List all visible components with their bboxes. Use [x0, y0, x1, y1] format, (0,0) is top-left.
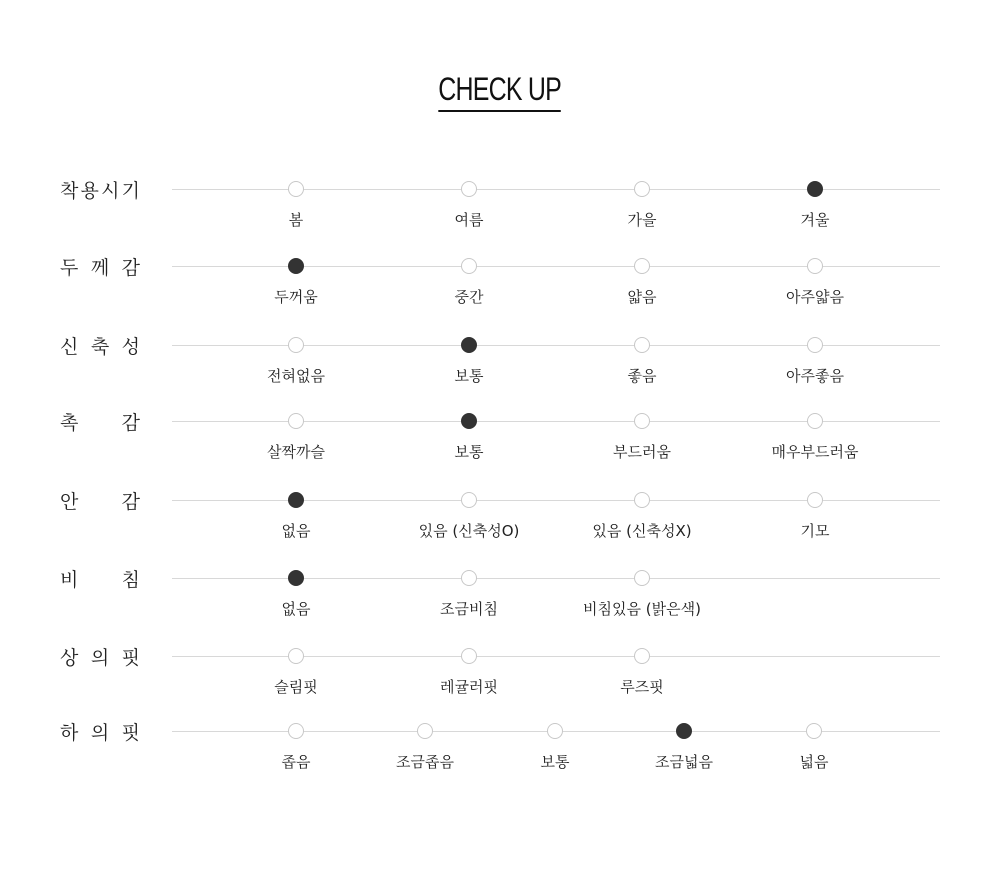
option-label: 전혀없음 [267, 367, 325, 385]
option-radio[interactable] [461, 258, 477, 274]
option-radio[interactable] [288, 337, 304, 353]
option-radio[interactable] [417, 723, 433, 739]
row-top-fit [0, 646, 1000, 716]
option-radio[interactable] [461, 181, 477, 197]
option-label: 기모 [800, 522, 830, 540]
option-label: 두꺼움 [274, 288, 318, 306]
option-radio-selected[interactable] [807, 181, 823, 197]
option-radio[interactable] [634, 181, 650, 197]
option-radio[interactable] [288, 723, 304, 739]
option-label: 보통 [454, 367, 484, 385]
option-label: 루즈핏 [620, 678, 664, 696]
row-stretch [0, 335, 1000, 405]
option-radio[interactable] [288, 413, 304, 429]
option-label: 아주좋음 [786, 367, 844, 385]
option-label: 가을 [627, 211, 657, 229]
option-label: 좋음 [627, 367, 657, 385]
option-radio-selected[interactable] [461, 413, 477, 429]
option-label: 비침있음 (밝은색) [583, 600, 701, 618]
option-radio[interactable] [807, 492, 823, 508]
option-label: 얇음 [627, 288, 657, 306]
option-label: 넓음 [799, 753, 829, 771]
option-label: 없음 [281, 522, 311, 540]
option-label: 레귤러핏 [440, 678, 498, 696]
row-season [0, 179, 1000, 249]
option-radio-selected[interactable] [676, 723, 692, 739]
option-label: 조금넓음 [655, 753, 713, 771]
option-radio[interactable] [288, 648, 304, 664]
page-title-wrap [0, 70, 1000, 112]
option-radio[interactable] [547, 723, 563, 739]
row-label: 촉 감 [60, 411, 140, 434]
option-label: 보통 [540, 753, 570, 771]
option-label: 보통 [454, 443, 484, 461]
option-radio[interactable] [634, 413, 650, 429]
option-label: 조금비침 [440, 600, 498, 618]
row-label: 신 축 성 [60, 335, 140, 358]
row-label: 착 용 시 기 [60, 179, 140, 202]
option-label: 아주얇음 [786, 288, 844, 306]
row-thickness [0, 256, 1000, 326]
option-label: 슬림핏 [274, 678, 318, 696]
option-label: 살짝까슬 [267, 443, 325, 461]
option-radio[interactable] [461, 492, 477, 508]
row-label: 두 께 감 [60, 256, 140, 279]
option-radio[interactable] [807, 337, 823, 353]
option-label: 봄 [288, 211, 304, 229]
option-radio[interactable] [634, 337, 650, 353]
option-label: 부드러움 [613, 443, 671, 461]
option-radio[interactable] [806, 723, 822, 739]
option-label: 겨울 [800, 211, 830, 229]
option-radio[interactable] [634, 648, 650, 664]
option-radio[interactable] [634, 570, 650, 586]
option-label: 있음 (신축성O) [418, 522, 520, 540]
option-label: 없음 [281, 600, 311, 618]
option-radio-selected[interactable] [288, 492, 304, 508]
option-label: 중간 [454, 288, 484, 306]
option-radio[interactable] [461, 570, 477, 586]
row-label: 하 의 핏 [60, 721, 140, 744]
row-lining [0, 490, 1000, 560]
row-texture [0, 411, 1000, 481]
option-radio[interactable] [634, 258, 650, 274]
option-label: 매우부드러움 [771, 443, 859, 461]
option-radio[interactable] [807, 258, 823, 274]
option-radio[interactable] [288, 181, 304, 197]
row-label: 안 감 [60, 490, 140, 513]
row-label: 상 의 핏 [60, 646, 140, 669]
option-radio[interactable] [461, 648, 477, 664]
option-radio-selected[interactable] [288, 258, 304, 274]
row-bottom-fit [0, 721, 1000, 791]
option-label: 좁음 [281, 753, 311, 771]
option-radio[interactable] [634, 492, 650, 508]
row-label: 비 침 [60, 568, 140, 591]
option-radio-selected[interactable] [461, 337, 477, 353]
row-sheerness [0, 568, 1000, 638]
page-title: CHECK UP [439, 70, 562, 112]
option-label: 조금좁음 [396, 753, 454, 771]
option-label: 있음 (신축성X) [592, 522, 692, 540]
option-label: 여름 [454, 211, 484, 229]
option-radio-selected[interactable] [288, 570, 304, 586]
option-radio[interactable] [807, 413, 823, 429]
